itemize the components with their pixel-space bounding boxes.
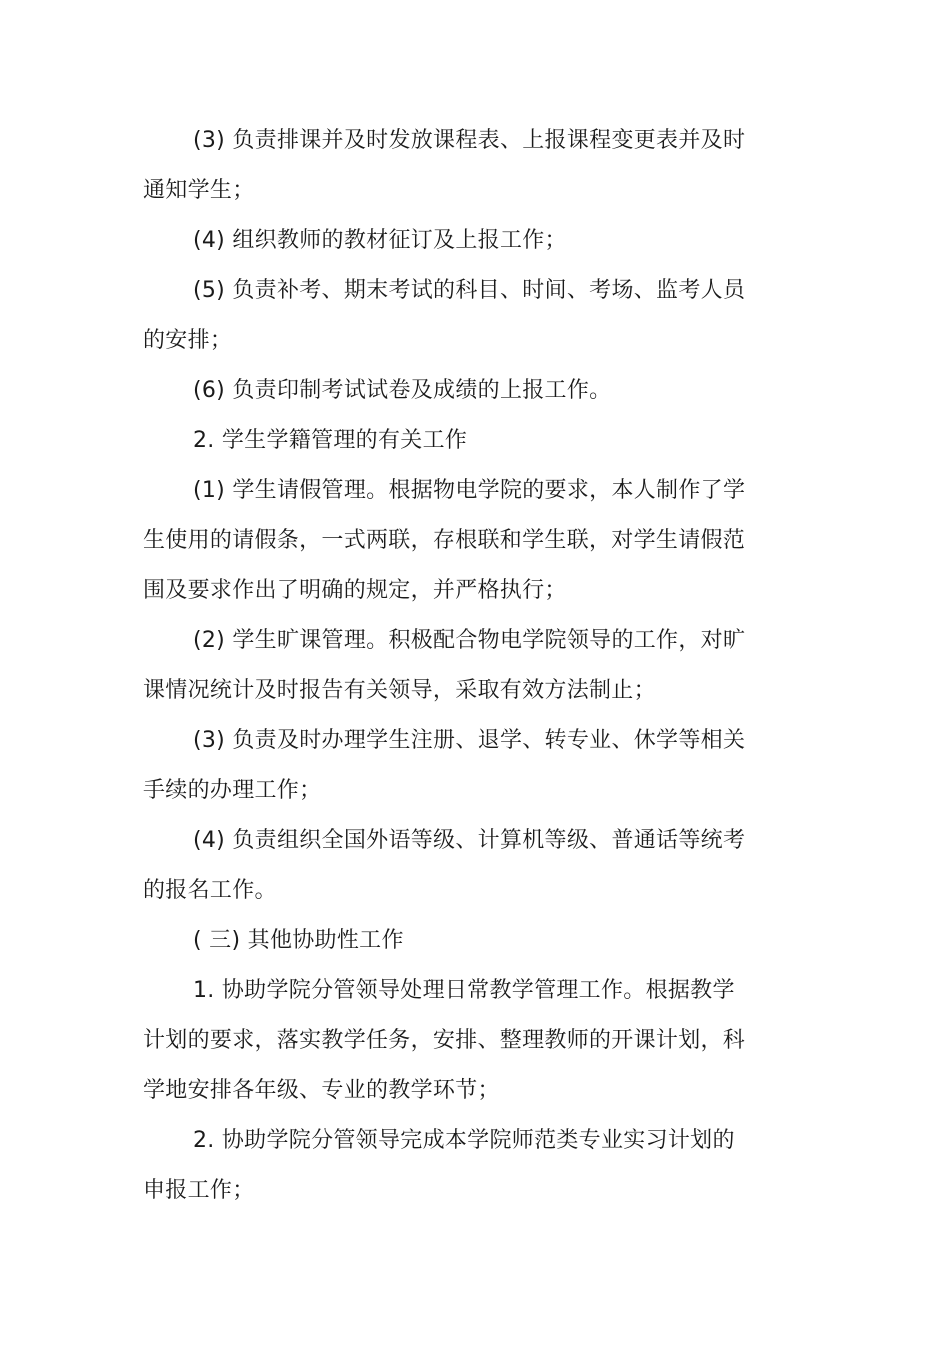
paragraph-schedule: (3) 负责排课并及时发放课程表、上报课程变更表并及时通知学生； [143,128,746,203]
paragraph-assist-teaching: 1. 协助学院分管领导处理日常教学管理工作。根据教学计划的要求，落实教学任务，安排、整理教师的开课计划，科学地安排各年级、专业的教学环节； [143,978,746,1103]
paragraph-national-exams: (4) 负责组织全国外语等级、计算机等级、普通话等统考的报名工作。 [143,828,746,903]
paragraph-assist-internship: 2. 协助学院分管领导完成本学院师范类专业实习计划的申报工作； [143,1128,735,1203]
paragraph-leave-management: (1) 学生请假管理。根据物电学院的要求，本人制作了学生使用的请假条，一式两联，存根联和学生联，对学生请假范围及要求作出了明确的规定，并严格执行； [143,478,746,603]
section-heading-student-records: 2. 学生学籍管理的有关工作 [193,428,468,453]
paragraph-textbooks: (4) 组织教师的教材征订及上报工作； [193,228,567,253]
paragraph-absence-management: (2) 学生旷课管理。积极配合物电学院领导的工作，对旷课情况统计及时报告有关领导，采取有效方法制止； [143,628,746,703]
paragraph-exam-papers: (6) 负责印制考试试卷及成绩的上报工作。 [193,378,612,403]
paragraph-registration: (3) 负责及时办理学生注册、退学、转专业、休学等相关手续的办理工作； [143,728,746,803]
paragraph-exams: (5) 负责补考、期末考试的科目、时间、考场、监考人员的安排； [143,278,746,353]
section-heading-other-work: ( 三) 其他协助性工作 [193,928,404,953]
